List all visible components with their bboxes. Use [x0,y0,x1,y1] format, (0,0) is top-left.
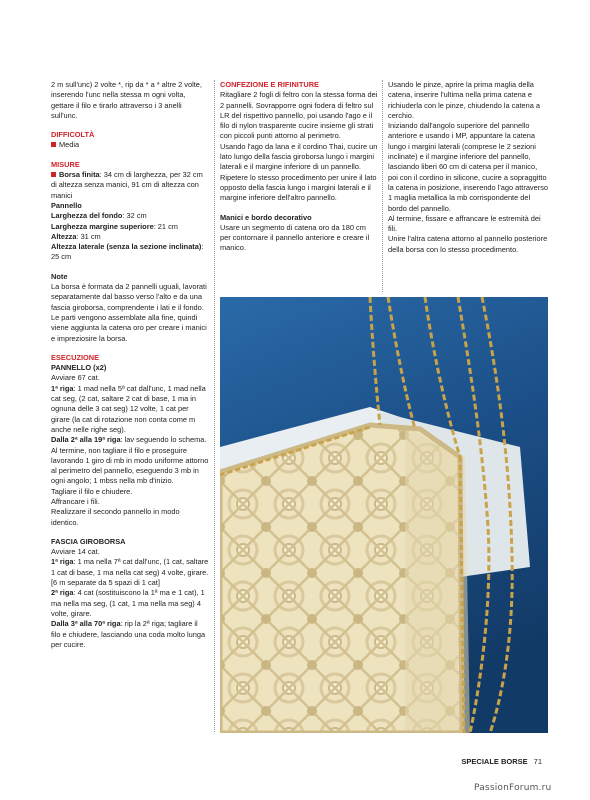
altezza-laterale: Altezza laterale (senza la sezione inclinata): 25 cm [51,242,204,262]
fascia-riga-3-70: Dalla 3ª alla 70ª riga: rip la 2ª riga; tagliare il filo e chiudere, lasciando una coda molto lunga per cucire. [51,619,206,649]
avviare-67: Avviare 67 cat. [51,373,100,383]
col3-p3: Al termine, fissare e affrancare le estremità dei fili. [388,213,541,234]
confezione-heading: CONFEZIONE E RIFINITURE [220,80,319,89]
larghezza-fondo: Larghezza del fondo: 32 cm [51,211,147,221]
altezza: Altezza: 31 cm [51,231,101,241]
column-2 [220,80,378,254]
column-divider-2 [382,80,383,292]
note-heading: Note [51,271,68,281]
note-p2: Le parti vengono assemblate alla fine, quindi viene aggiunta la catena oro per creare i manici e impreziosire la borsa. [51,312,207,343]
watermark: PassionForum.ru [474,783,552,793]
page-number: 71 [533,757,542,766]
borsa-finita: Borsa finita: 34 cm di larghezza, per 32 cm di altezza senza manici, 91 cm di altezza con manici [51,170,203,200]
note-p1: La borsa è formata da 2 pannelli uguali, lavorati separatamente dal basso verso l'alto e da una fascia giroborsa, comprendente i lati e il fondo. [51,282,207,312]
section-name: SPECIALE BORSE [461,757,528,766]
bullet-square-icon [51,142,56,147]
intro-text: 2 m sull'unc) 2 volte *, rip da * a * altre 2 volte, inserendo l'unc nella stessa m ogni volta, gettare il filo e tirarlo attraverso i 3 anelli sull'unc. [51,80,202,120]
riga-2-19: Dalla 2ª alla 19ª riga: lav seguendo lo schema. [51,435,207,445]
col3-p4: Unire l'altra catena attorno al pannello posteriore della borsa con lo stesso procedimento. [388,234,548,254]
pannello-perimetro: Al termine, non tagliare il filo e proseguire lavorando 1 giro di mb in modo uniforme attorno al perimetro del pannello, eseguendo 3 mb in ogni angolo; 1 mbss nella mb d'inizio. [51,445,209,486]
realizzare-secondo: Realizzare il secondo pannello in modo identico. [51,507,180,527]
confezione-p2: Usando l'ago da lana e il cordino Thai, cucire un lato lungo della fascia giroborsa lungo i margini laterali e il margine inferiore di un pannello. Ripetere lo stesso procedimento per unire il lato opposto della fascia lungo i margini laterali e il margine inferiore dell'altro pannello. [220,141,378,203]
difficolta-value: Media [51,140,209,150]
fascia-riga-2: 2ª riga: 4 cat (sostituiscono la 1ª ma e 1 cat), 1 ma nella ma seg, (1 cat, 1 ma nella ma seg) 4 volte, girare. [51,588,205,618]
fascia-riga-1: 1ª riga: 1 ma nella 7ª cat dall'unc, (1 cat, saltare 1 cat di base, 1 ma nella cat seg) 4 volte, girare. [6 m separate da 5 spazi di 1 cat] [51,557,209,588]
misure-heading: MISURE [51,159,80,169]
fascia-heading: FASCIA GIROBORSA [51,536,126,546]
page-footer [461,757,542,766]
tagliare-filo: Tagliare il filo e chiudere. [51,486,133,496]
larghezza-margine: Larghezza margine superiore: 21 cm [51,221,178,231]
difficolta-heading: DIFFICOLTÀ [51,130,95,140]
bullet-square-icon [51,172,56,177]
crochet-bag-photo [220,297,548,733]
manici-p1: Usare un segmento di catena oro da 180 cm per contornare il pannello anteriore e creare il manico. [220,222,370,253]
column-divider-1 [214,80,215,732]
col3-p2: Iniziando dall'angolo superiore del pannello anteriore e usando i MP, appuntare la catena lungo i margini laterali (comprese le 2 sezioni inclinate) e il margine inferiore del pannello, lasciando liberi 60 cm di catena per il manico, poi con il cordino in silicone, cucire a sopraggitto la catena in posizione, inserendo l'ago attraverso 1 maglia metallica la mb corrispondente del bordo del pannello. [388,121,548,213]
column-1 [51,80,209,650]
affrancare-fili: Affrancare i fili. [51,496,100,506]
esecuzione-heading: ESECUZIONE [51,352,100,362]
avviare-14: Avviare 14 cat. [51,547,100,557]
pannello-x2-heading: PANNELLO (x2) [51,363,107,373]
col3-p1: Usando le pinze, aprire la prima maglia della catena, inserire l'ultima nella prima catena e richiuderla con le pinze, chiudendo la catena a cerchio. [388,80,541,120]
confezione-p1: Ritagliare 2 fogli di feltro con la stessa forma dei 2 pannelli. Sovrapporre ogni fodera di feltro sul LR del rispettivo pannello, poi usando l'ago e il filo di nylon trasparente cucire insieme gli strati con piccoli punti attorno al perimetro. [220,90,378,141]
manici-heading: Manici e bordo decorativo [220,212,312,222]
column-3 [388,80,548,255]
riga-1: 1ª riga: 1 mad nella 5ª cat dall'unc, 1 mad nella cat seg, (2 cat, saltare 2 cat di base, 1 ma in ognuna delle 3 cat seg) 12 volte, 1 cat per girare (la cat di rotazione non conta come m anche nelle righe seg). [51,383,206,434]
pannello-subheading: Pannello [51,200,82,210]
